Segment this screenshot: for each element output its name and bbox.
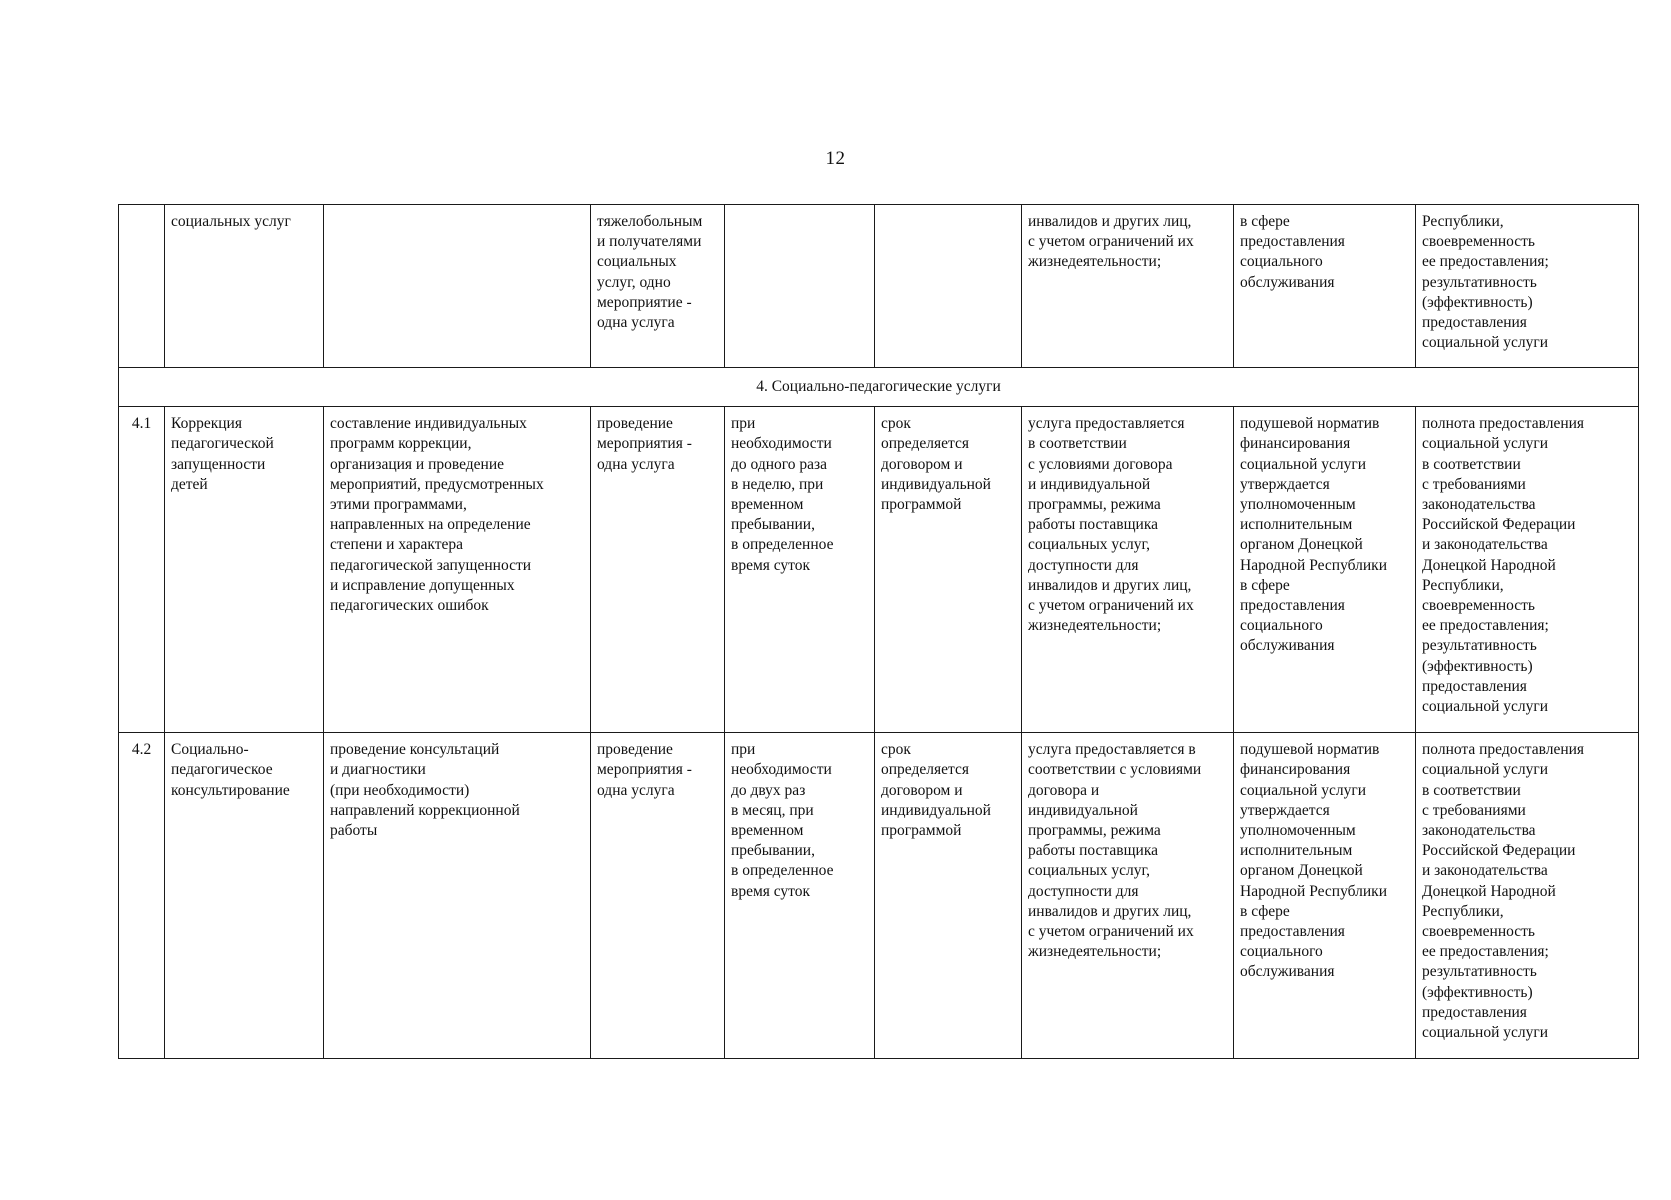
cell-term: срок определяется договором и индивидуальной программой <box>875 407 1022 733</box>
table-row-continued <box>119 205 1639 368</box>
cell-frequency: при необходимости до двух раз в месяц, при временном пребывании, в определенное время суток <box>725 733 875 1059</box>
cell-quality: полнота предоставления социальной услуги в соответствии с требованиями законодательства Российской Федерации и законодательства Донецкой Народной Республики, своевременность ее предоставления; результативность (эффективность) предоставления социальной услуги <box>1416 407 1639 733</box>
cell-conditions: услуга предоставляется в соответствии с условиями договора и индивидуальной программы, режима работы поставщика социальных услуг, доступности для инвалидов и других лиц, с учетом ограничений их жизнедеятельности; <box>1022 733 1234 1059</box>
cell-unit: проведение мероприятия - одна услуга <box>591 407 725 733</box>
cell-description <box>324 205 591 368</box>
cell-quality: Республики, своевременность ее предоставления; результативность (эффективность) предоставления социальной услуги <box>1416 205 1639 368</box>
cell-financing: подушевой норматив финансирования социальной услуги утверждается уполномоченным исполнительным органом Донецкой Народной Республики в сфере предоставления социального обслуживания <box>1234 733 1416 1059</box>
cell-unit: проведение мероприятия - одна услуга <box>591 733 725 1059</box>
section-title: 4. Социально-педагогические услуги <box>119 368 1639 407</box>
table-row <box>119 407 1639 733</box>
section-header-row <box>119 368 1639 407</box>
cell-number <box>119 205 165 368</box>
social-services-table <box>118 204 1639 1059</box>
cell-service-name: Социально- педагогическое консультирование <box>165 733 324 1059</box>
cell-conditions: инвалидов и других лиц, с учетом ограничений их жизнедеятельности; <box>1022 205 1234 368</box>
cell-service-name: социальных услуг <box>165 205 324 368</box>
page-number: 12 <box>825 148 846 169</box>
cell-number: 4.1 <box>119 407 165 733</box>
cell-financing: подушевой норматив финансирования социальной услуги утверждается уполномоченным исполнительным органом Донецкой Народной Республики в сфере предоставления социального обслуживания <box>1234 407 1416 733</box>
table-row <box>119 733 1639 1059</box>
cell-term <box>875 205 1022 368</box>
cell-frequency: при необходимости до одного раза в неделю, при временном пребывании, в определенное время суток <box>725 407 875 733</box>
cell-service-name: Коррекция педагогической запущенности детей <box>165 407 324 733</box>
cell-description: проведение консультаций и диагностики (при необходимости) направлений коррекционной работы <box>324 733 591 1059</box>
cell-conditions: услуга предоставляется в соответствии с условиями договора и индивидуальной программы, режима работы поставщика социальных услуг, доступности для инвалидов и других лиц, с учетом ограничений их жизнедеятельности; <box>1022 407 1234 733</box>
cell-term: срок определяется договором и индивидуальной программой <box>875 733 1022 1059</box>
cell-frequency <box>725 205 875 368</box>
cell-financing: в сфере предоставления социального обслуживания <box>1234 205 1416 368</box>
cell-description: составление индивидуальных программ коррекции, организация и проведение мероприятий, предусмотренных этими программами, направленных на определение степени и характера педагогической запущенности и исправление допущенных педагогических ошибок <box>324 407 591 733</box>
cell-unit: тяжелобольным и получателями социальных услуг, одно мероприятие - одна услуга <box>591 205 725 368</box>
cell-number: 4.2 <box>119 733 165 1059</box>
cell-quality: полнота предоставления социальной услуги в соответствии с требованиями законодательства Российской Федерации и законодательства Донецкой Народной Республики, своевременность ее предоставления; результативность (эффективность) предоставления социальной услуги <box>1416 733 1639 1059</box>
